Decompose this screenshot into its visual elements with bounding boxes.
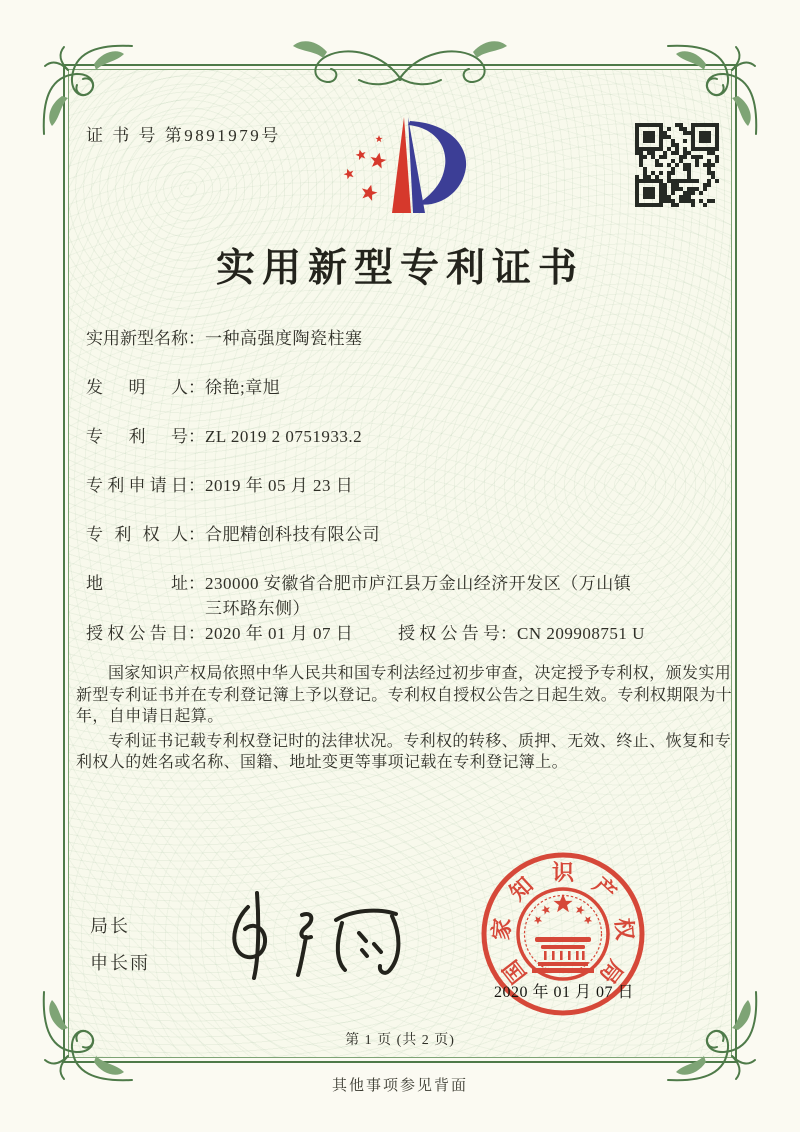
svg-text:权: 权 bbox=[610, 917, 638, 941]
field-value: 2020 年 01 月 07 日 bbox=[205, 624, 354, 643]
svg-text:识: 识 bbox=[551, 860, 575, 885]
field-colon: ： bbox=[188, 427, 205, 446]
field-row bbox=[86, 571, 726, 621]
body-paragraph: 专利证书记载专利权登记时的法律状况。专利权的转移、质押、无效、终止、恢复和专利权人的姓名或名称、国籍、地址变更等事项记载在专利登记簿上。 bbox=[76, 732, 732, 771]
field-value: 2019 年 05 月 23 日 bbox=[205, 476, 354, 495]
body-paragraph: 国家知识产权局依照中华人民共和国专利法经过初步审查，决定授予专利权，颁发实用新型专利证书并在专利登记簿上予以登记。专利权自授权公告之日起生效。专利权期限为十年，自申请日起算。 bbox=[76, 665, 733, 725]
top-center-ornament bbox=[283, 36, 517, 90]
fields-section bbox=[86, 326, 726, 670]
field-colon: ： bbox=[188, 476, 205, 495]
corner-flourish-top-right bbox=[666, 40, 762, 136]
commissioner-name: 申长雨 bbox=[90, 953, 150, 973]
field-value: CN 209908751 U bbox=[517, 624, 645, 643]
qr-code bbox=[635, 123, 719, 207]
field-label: 发明人 bbox=[86, 378, 188, 397]
field-colon: ： bbox=[188, 525, 205, 544]
field-row bbox=[86, 473, 726, 498]
svg-text:知: 知 bbox=[504, 872, 538, 906]
field-colon: ： bbox=[188, 329, 205, 348]
grant-no-pair bbox=[398, 621, 645, 646]
field-colon: ： bbox=[188, 574, 205, 593]
svg-text:国: 国 bbox=[497, 955, 532, 989]
grant-row bbox=[86, 621, 726, 646]
page-number: 第 1 页 (共 2 页) bbox=[345, 1033, 455, 1048]
back-note: 其他事项参见背面 bbox=[331, 1078, 468, 1094]
body-paragraphs bbox=[76, 663, 738, 777]
field-label: 地址 bbox=[86, 574, 188, 593]
field-colon: ： bbox=[500, 624, 517, 643]
field-row bbox=[86, 424, 726, 449]
certificate-title: 实用新型专利证书 bbox=[215, 247, 584, 290]
field-value: 一种高强度陶瓷柱塞 bbox=[205, 329, 363, 348]
field-row bbox=[86, 375, 726, 400]
field-colon: ： bbox=[188, 378, 205, 397]
field-value: 230000 安徽省合肥市庐江县万金山经济开发区（万山镇三环路东侧） bbox=[205, 574, 632, 618]
handwritten-signature-icon bbox=[218, 885, 413, 980]
cnipa-logo-icon bbox=[332, 112, 480, 218]
field-value: 徐艳;章旭 bbox=[205, 378, 281, 397]
field-label: 实用新型名称 bbox=[86, 329, 188, 348]
field-label: 专利号 bbox=[86, 427, 188, 446]
field-value: ZL 2019 2 0751933.2 bbox=[205, 427, 363, 446]
field-row bbox=[86, 522, 726, 547]
grant-date-pair bbox=[86, 621, 398, 646]
field-row bbox=[86, 326, 726, 351]
field-colon: ： bbox=[188, 624, 205, 643]
field-label: 专利权人 bbox=[86, 525, 188, 544]
field-value: 合肥精创科技有限公司 bbox=[205, 525, 380, 544]
svg-text:产: 产 bbox=[588, 872, 622, 906]
field-label: 授权公告日 bbox=[86, 624, 188, 643]
commissioner-title: 局长 bbox=[90, 916, 130, 936]
certificate-number: 证 书 号 第9891979号 bbox=[86, 126, 281, 145]
field-label: 授权公告号 bbox=[398, 624, 500, 643]
field-label: 专利申请日 bbox=[86, 476, 188, 495]
svg-text:家: 家 bbox=[488, 917, 516, 941]
seal-date: 2020 年 01 月 07 日 bbox=[493, 984, 634, 1001]
svg-text:局: 局 bbox=[594, 955, 629, 989]
